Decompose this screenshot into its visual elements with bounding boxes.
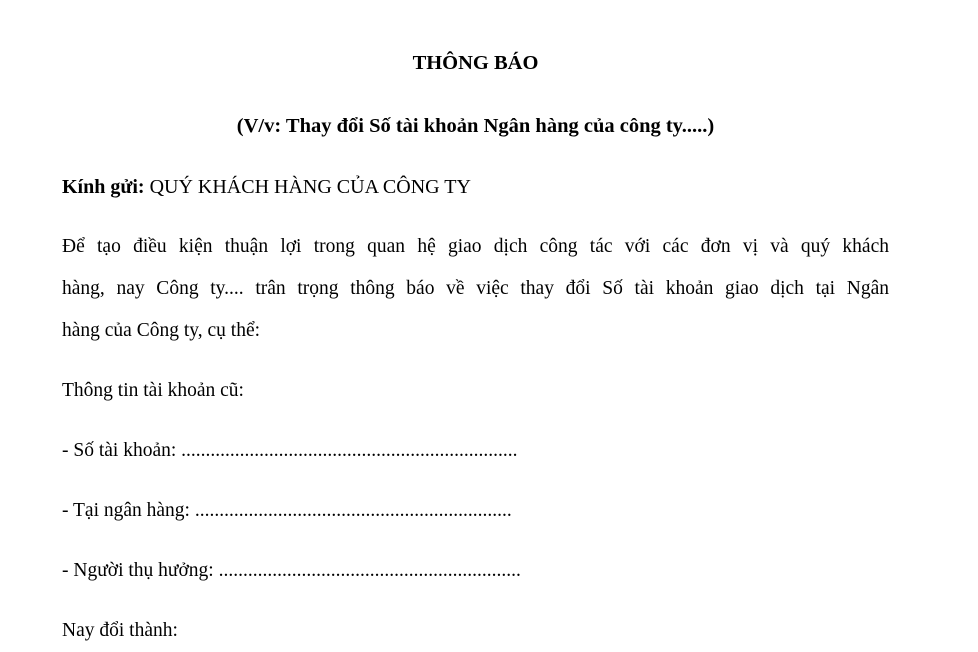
field-beneficiary-label: - Người thụ hưởng: xyxy=(62,560,214,581)
salutation-value: QUÝ KHÁCH HÀNG CỦA CÔNG TY xyxy=(149,176,471,198)
field-account-number xyxy=(62,430,889,472)
intro-line-3: hàng của Công ty, cụ thể: xyxy=(62,320,261,341)
field-bank-name xyxy=(62,490,889,532)
salutation-line xyxy=(62,166,889,208)
salutation-label: Kính gửi: xyxy=(62,176,145,198)
document-subject-line: (V/v: Thay đổi Số tài khoản Ngân hàng của công ty.....) xyxy=(236,115,715,137)
field-beneficiary-dots: .............................................................. xyxy=(213,560,521,581)
field-account-number-label: - Số tài khoản: xyxy=(62,440,177,461)
new-account-heading-partial: Nay đổi thành: xyxy=(62,620,178,641)
old-account-heading: Thông tin tài khoản cũ: xyxy=(62,380,244,401)
field-bank-name-label: - Tại ngân hàng: xyxy=(62,500,190,521)
intro-paragraph xyxy=(62,226,889,352)
field-account-number-dots: ..................................................................... xyxy=(176,440,518,461)
field-bank-name-dots: ................................................................. xyxy=(189,500,512,521)
intro-line-2: hàng, nay Công ty.... trân trọng thông báo về việc thay đổi Số tài khoản giao dịch tại Ngân xyxy=(62,278,889,299)
field-beneficiary xyxy=(62,550,889,592)
intro-line-1: Để tạo điều kiện thuận lợi trong quan hệ giao dịch công tác với các đơn vị và quý khách xyxy=(62,236,889,257)
document-title: THÔNG BÁO xyxy=(412,52,539,74)
